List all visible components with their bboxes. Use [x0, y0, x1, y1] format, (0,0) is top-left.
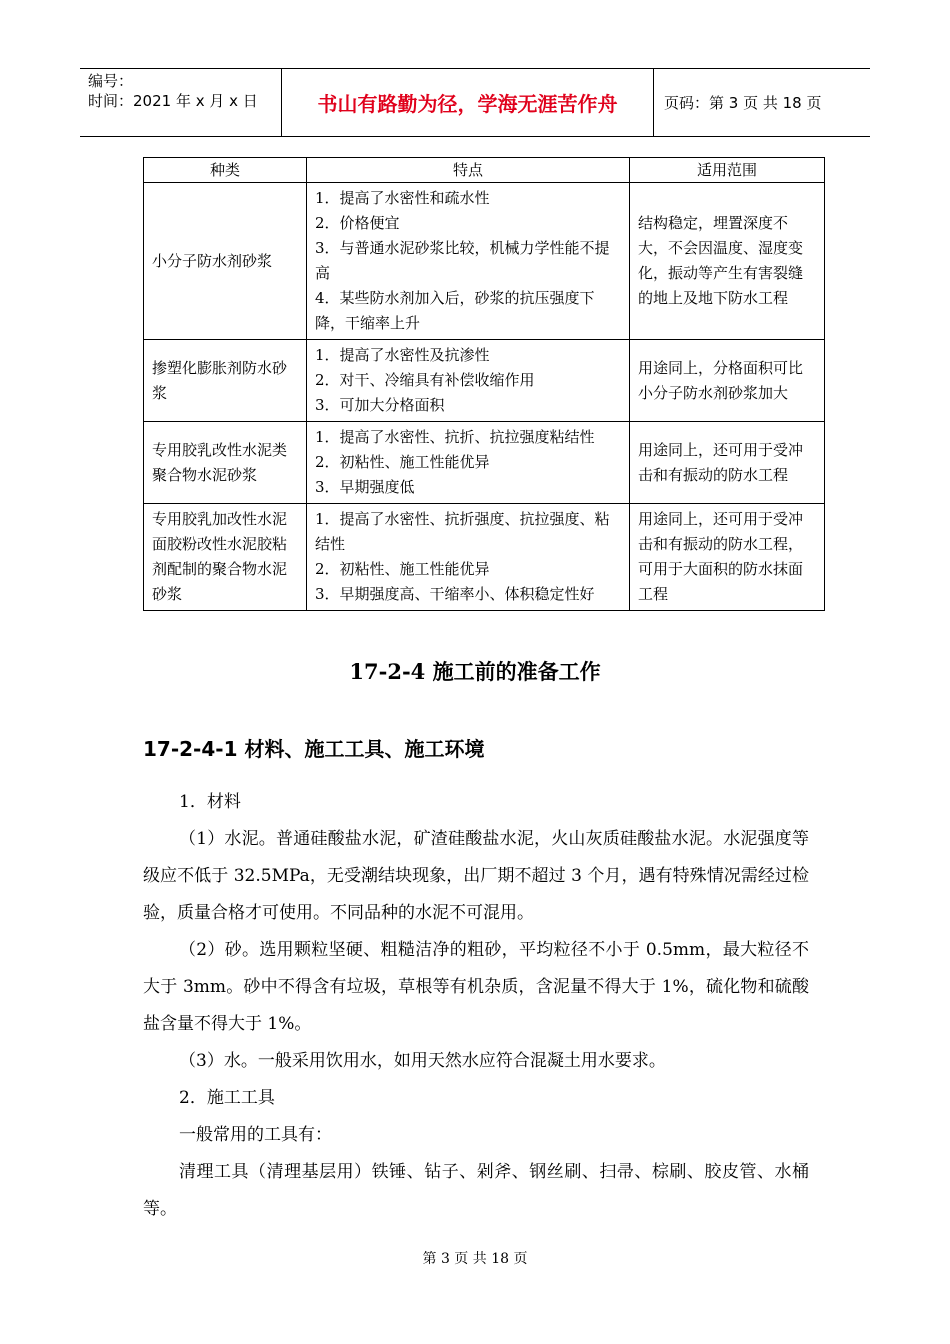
- paragraph: 1．材料: [179, 792, 241, 812]
- feature-line: 1．提高了水密性、抗折强度、抗拉强度、粘结性: [315, 510, 610, 553]
- section-title: 17-2-4 施工前的准备工作: [349, 659, 601, 684]
- paragraph: 清理工具（清理基层用）铁锤、钻子、剁斧、钢丝刷、扫帚、棕刷、胶皮管、水桶等。: [143, 1162, 809, 1219]
- feature-line: 3．与普通水泥砂浆比较，机械力学性能不提高: [315, 239, 610, 282]
- page-footer: 第 3 页 共 18 页: [422, 1251, 528, 1267]
- column-header-scope: 适用范围: [630, 158, 825, 183]
- code-label: 编号：: [88, 72, 134, 90]
- paragraph: （3）水。一般采用饮用水，如用天然水应符合混凝土用水要求。: [179, 1051, 666, 1071]
- cell-scope: 用途同上，还可用于受冲击和有振动的防水工程: [630, 422, 825, 504]
- cell-type: 专用胶乳改性水泥类聚合物水泥砂浆: [144, 422, 307, 504]
- feature-line: 2．初粘性、施工性能优异: [315, 453, 490, 471]
- cell-features: [307, 340, 630, 422]
- column-header-type: 种类: [144, 158, 307, 183]
- mortar-types-table: [143, 157, 825, 611]
- feature-line: 1．提高了水密性及抗渗性: [315, 346, 490, 364]
- cell-scope: 结构稳定，埋置深度不大，不会因温度、湿度变化，振动等产生有害裂缝的地上及地下防水工程: [630, 183, 825, 340]
- feature-line: 1．提高了水密性和疏水性: [315, 189, 490, 207]
- cell-features: [307, 504, 630, 611]
- subsection-title: 17-2-4-1 材料、施工工具、施工环境: [143, 737, 485, 761]
- header-page-info: 页码：第 3 页 共 18 页: [664, 94, 822, 112]
- page-header: [80, 68, 870, 137]
- table-row: [144, 183, 825, 340]
- date-line: 时间：2021 年 x 月 x 日: [88, 92, 258, 110]
- column-header-features: 特点: [307, 158, 630, 183]
- feature-line: 3．早期强度低: [315, 478, 415, 496]
- header-motto: 书山有路勤为径，学海无涯苦作舟: [282, 69, 654, 136]
- paragraph: 一般常用的工具有：: [179, 1125, 332, 1145]
- feature-line: 1．提高了水密性、抗折、抗拉强度粘结性: [315, 428, 595, 446]
- feature-line: 2．价格便宜: [315, 214, 400, 232]
- cell-scope: 用途同上，还可用于受冲击和有振动的防水工程，可用于大面积的防水抹面工程: [630, 504, 825, 611]
- paragraph: （1）水泥。普通硅酸盐水泥，矿渣硅酸盐水泥，火山灰质硅酸盐水泥。水泥强度等级应不低于 32.5MPa，无受潮结块现象，出厂期不超过 3 个月，遇有特殊情况需经过检验，质量合格才可使用。不同品种的水泥不可混用。: [143, 829, 809, 923]
- feature-line: 3．早期强度高、干缩率小、体积稳定性好: [315, 585, 595, 603]
- cell-type: 小分子防水剂砂浆: [144, 183, 307, 340]
- table-row: [144, 422, 825, 504]
- table-row: [144, 340, 825, 422]
- feature-line: 4．某些防水剂加入后，砂浆的抗压强度下降，干缩率上升: [315, 289, 595, 332]
- feature-line: 3．可加大分格面积: [315, 396, 445, 414]
- paragraph: 2．施工工具: [179, 1088, 275, 1108]
- paragraph: （2）砂。选用颗粒坚硬、粗糙洁净的粗砂，平均粒径不小于 0.5mm，最大粒径不大于 3mm。砂中不得含有垃圾，草根等有机杂质，含泥量不得大于 1%，硫化物和硫酸盐含量不得大于 1%。: [143, 940, 809, 1034]
- table-row: [144, 504, 825, 611]
- feature-line: 2．初粘性、施工性能优异: [315, 560, 490, 578]
- table-header-row: [144, 158, 825, 183]
- cell-scope: 用途同上，分格面积可比小分子防水剂砂浆加大: [630, 340, 825, 422]
- feature-line: 2．对干、冷缩具有补偿收缩作用: [315, 371, 535, 389]
- cell-type: 掺塑化膨胀剂防水砂浆: [144, 340, 307, 422]
- header-meta: [80, 69, 282, 136]
- cell-type: 专用胶乳加改性水泥面胶粉改性水泥胶粘剂配制的聚合物水泥砂浆: [144, 504, 307, 611]
- body-text: [143, 784, 809, 1228]
- cell-features: [307, 422, 630, 504]
- cell-features: [307, 183, 630, 340]
